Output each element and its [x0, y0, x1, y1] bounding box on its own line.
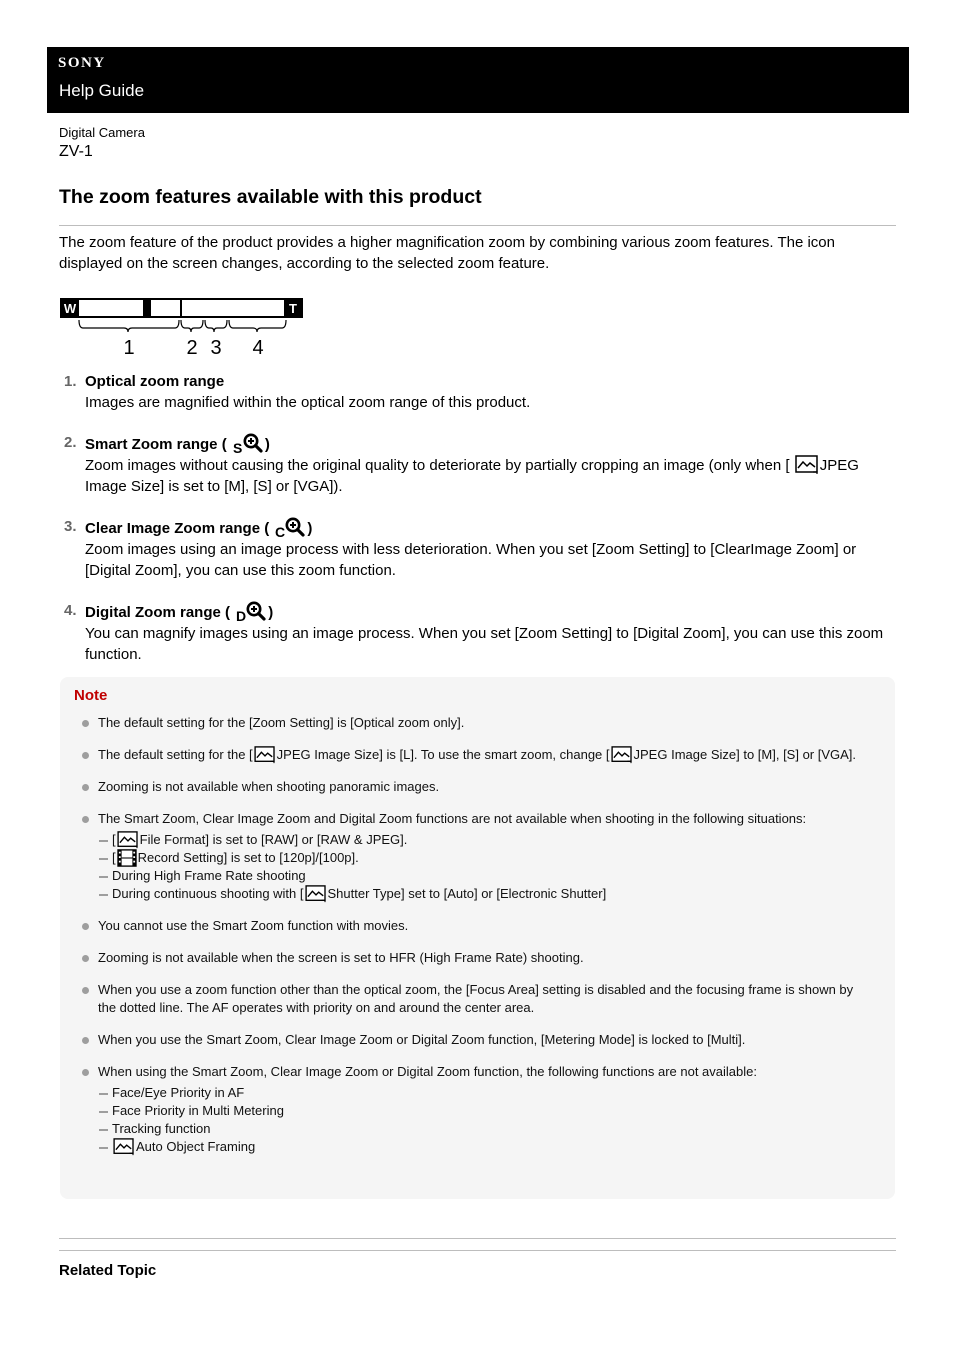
note-item: When you use a zoom function other than the optical zoom, the [Focus Area] setting is disabled and the focusing frame is shown by the dotted line. The AF operates with priority on and around the center area.	[80, 981, 870, 1017]
feature-description: Images are magnified within the optical zoom range of this product.	[85, 394, 531, 411]
feature-title: Clear Image Zoom range (	[85, 520, 270, 537]
sub-item: During continuous shooting with [ Shutter Type] set to [Auto] or [Electronic Shutter]	[98, 885, 870, 903]
sub-item: Auto Object Framing	[98, 1138, 870, 1156]
help-guide-label: Help Guide	[59, 81, 145, 100]
sub-list	[98, 831, 870, 903]
bracket-2	[181, 320, 203, 332]
digital-zoom-icon	[234, 600, 268, 622]
feature-title: Smart Zoom range (	[85, 436, 227, 453]
sub-item: Face/Eye Priority in AF	[98, 1084, 870, 1102]
product-category: Digital Camera	[59, 125, 145, 140]
note-item: When you use the Smart Zoom, Clear Image Zoom or Digital Zoom function, [Metering Mode] is locked to [Multi].	[80, 1031, 870, 1049]
feature-title-line	[85, 516, 899, 539]
photo-mode-icon	[610, 746, 634, 764]
zoom-bar-diagram	[60, 298, 306, 358]
bullet-icon	[82, 1069, 89, 1076]
feature-title-end: )	[268, 604, 274, 621]
feature-item	[59, 371, 899, 413]
note-list	[80, 714, 870, 1170]
site-header	[47, 47, 909, 113]
sony-logo: SONY	[58, 55, 106, 71]
zoom-label-1: 1	[123, 337, 135, 358]
page-title: The zoom features available with this product	[59, 186, 482, 208]
feature-description: You can magnify images using an image process. When you set [Zoom Setting] to [Digital Zoom], you can use this zoom function.	[85, 625, 884, 663]
feature-title-line	[85, 432, 899, 455]
feature-title-end: )	[264, 436, 270, 453]
feature-number: 3.	[64, 518, 77, 535]
zoom-bar-t-label: T	[289, 301, 297, 316]
bullet-icon	[82, 752, 89, 759]
feature-title-end: )	[307, 520, 313, 537]
photo-mode-icon	[794, 455, 820, 475]
photo-mode-icon	[116, 831, 140, 849]
note-item: Zooming is not available when the screen is set to HFR (High Frame Rate) shooting.	[80, 949, 870, 967]
feature-item	[59, 432, 899, 497]
sub-item: Face Priority in Multi Metering	[98, 1102, 870, 1120]
feature-title: Optical zoom range	[85, 373, 225, 390]
sub-item: [ File Format] is set to [RAW] or [RAW & JPEG].	[98, 831, 870, 849]
dash-icon	[99, 1111, 108, 1113]
note-item: You cannot use the Smart Zoom function with movies.	[80, 917, 870, 935]
feature-title: Digital Zoom range (	[85, 604, 231, 621]
bullet-icon	[82, 923, 89, 930]
note-item: The Smart Zoom, Clear Image Zoom and Digital Zoom functions are not available when shooting in the following situations: [ File Format] is set to [RAW] or [RAW & JPEG]. [ Record Setting] is set to [120p]/[100p]. During High Frame Rate shooting During continuous shooting with [ Shutter Type] set to [Auto] or [Electronic Shutter]	[80, 810, 870, 903]
dash-icon	[99, 1129, 108, 1131]
note-item: Zooming is not available when shooting panoramic images.	[80, 778, 870, 796]
bullet-icon	[82, 987, 89, 994]
bullet-icon	[82, 784, 89, 791]
feature-item	[59, 516, 899, 581]
bullet-icon	[82, 816, 89, 823]
note-box	[60, 677, 895, 1199]
bracket-1	[79, 320, 179, 332]
dash-icon	[99, 1093, 108, 1095]
photo-mode-icon	[304, 885, 328, 903]
bracket-3	[205, 320, 227, 332]
zoom-bar-w-label: W	[63, 301, 77, 316]
feature-description: Zoom images without causing the original quality to deteriorate by partially cropping an image (only when [ JPEG Image Size] is set to [M], [S] or [VGA]).	[85, 457, 859, 495]
feature-item	[59, 600, 899, 665]
svg-text:C: C	[275, 524, 286, 538]
note-title: Note	[74, 687, 108, 704]
bracket-4	[229, 320, 286, 332]
product-model: ZV-1	[59, 143, 93, 160]
feature-number: 4.	[64, 602, 77, 619]
section-divider	[59, 1238, 896, 1239]
photo-mode-icon	[253, 746, 277, 764]
note-item: The default setting for the [Zoom Setting] is [Optical zoom only].	[80, 714, 870, 732]
bullet-icon	[82, 1037, 89, 1044]
section-divider	[59, 1250, 896, 1251]
zoom-label-4: 4	[252, 337, 264, 358]
feature-description: Zoom images using an image process with less deterioration. When you set [Zoom Setting] to [ClearImage Zoom] or [Digital Zoom], you can use this zoom function.	[85, 541, 857, 579]
zoom-bar-marker	[143, 299, 151, 317]
bullet-icon	[82, 955, 89, 962]
dash-icon	[99, 876, 108, 878]
dash-icon	[99, 894, 108, 896]
zoom-label-3: 3	[210, 337, 222, 358]
photo-mode-icon	[112, 1138, 136, 1156]
intro-paragraph: The zoom feature of the product provides a higher magnification zoom by combining various zoom features. The icon displayed on the screen changes, according to the selected zoom feature.	[59, 234, 835, 272]
sub-item: During High Frame Rate shooting	[98, 867, 870, 885]
dash-icon	[99, 840, 108, 842]
svg-text:D: D	[236, 608, 247, 622]
sub-list	[98, 1084, 870, 1156]
zoom-feature-list	[59, 371, 899, 684]
note-item: The default setting for the [ JPEG Image Size] is [L]. To use the smart zoom, change [ JPEG Image Size] to [M], [S] or [VGA].	[80, 746, 870, 764]
sub-item: Tracking function	[98, 1120, 870, 1138]
dash-icon	[99, 1147, 108, 1149]
note-item: When using the Smart Zoom, Clear Image Zoom or Digital Zoom function, the following functions are not available: Face/Eye Priority in AF Face Priority in Multi Metering Tracking function Auto Object Framing	[80, 1063, 870, 1156]
bullet-icon	[82, 720, 89, 727]
feature-number: 2.	[64, 434, 77, 451]
feature-title-line	[85, 600, 899, 623]
sub-item: [ Record Setting] is set to [120p]/[100p].	[98, 849, 870, 867]
svg-text:S: S	[232, 440, 243, 454]
dash-icon	[99, 858, 108, 860]
smart-zoom-icon	[231, 432, 265, 454]
feature-number: 1.	[64, 373, 77, 390]
title-divider	[59, 225, 896, 226]
zoom-label-2: 2	[186, 337, 198, 358]
movie-mode-icon	[116, 849, 138, 867]
clear-image-zoom-icon	[273, 516, 307, 538]
related-topic-heading: Related Topic	[59, 1262, 157, 1279]
